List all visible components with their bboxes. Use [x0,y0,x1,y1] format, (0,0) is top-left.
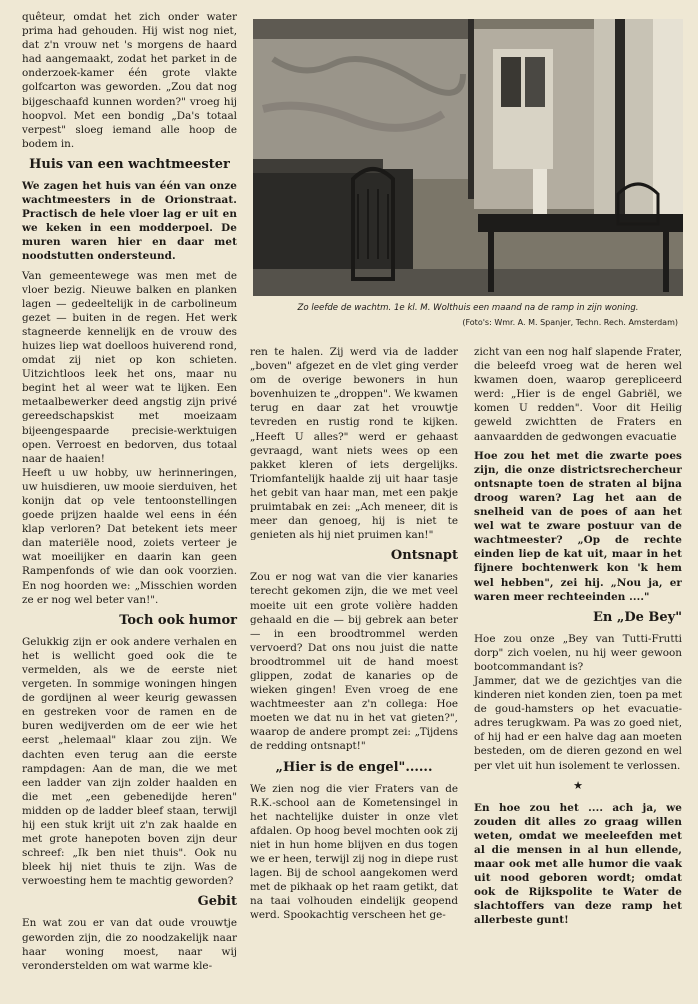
paragraph: En wat zou er van dat oude vrouwtje geworden zijn, die zo noodzakelijk naar haar woning moest, naar wij veronderstelden om wat warme kle- [22,917,237,972]
paragraph: ren te halen. Zij werd via de ladder „boven" afgezet en de vlet ging verder om de overige bewoners in hun bovenhuizen te „droppen". We kwamen terug en daar zat het vrouwtje tevreden en rustig rond te kijken. „Heeft U alles?" werd er gehaast gevraagd, want niets wees op een pakket kleren of iets dergelijks. Triomfantelijk haalde zij uit haar tasje het gebit van haar man, met een pakje pruimtabak en zei: „Ach meneer, dit is meer dan genoeg, hij is niet te genieten als hij niet pruimen kan!" [250,346,458,542]
column-2 [250,345,458,927]
paragraph: Jammer, dat we de gezichtjes van die kinderen niet konden zien, toen pa met de goud-hamsters op het evacuatie-adres terugkwam. Pa was zo goed niet, of hij had er een halve dag aan moeten besteden, om de dieren gezond en wel per vlet uit hun isolement te verlossen. [474,674,682,772]
paragraph: Hoe zou onze „Bey van Tutti-Frutti dorp" zich voelen, nu hij weer gewoon bootcommandant is? [474,632,682,673]
section-heading: En „De Bey" [592,609,682,625]
paragraph: We zien nog die vier Fraters van de R.K.-school aan de Kometensingel in het nachtelijke duister in onze vlet afdalen. Op hoog bevel mochten ook zij niet in hun home blijven en dus togen we er heen, terwijl zij nog in diepe rust lagen. Bij de school aangekomen werd met de pikhaak op het raam getikt, dat na taai volhouden eindelijk geopend werd. Spookachtig verscheen het ge- [250,782,458,922]
section-heading: Toch ook humor [119,612,237,628]
photo-caption: Zo leefde de wachtm. 1e kl. M. Wolthuis een maand na de ramp in zijn woning. [297,303,639,313]
paragraph: Heeft u uw hobby, uw herinneringen, uw huisdieren, uw mooie sierduiven, het konijn dat op vele tentoonstellingen goede prijzen haalde wel eens in één klap verloren? Dat betekent iets meer dan materiële nood, zoiets verteer je wat moeilijker en daarin kan geen Rampenfonds of wie dan ook voorzien. En nog hoorden we: „Misschien worden ze er nog wel beter van!". [22,466,237,606]
section-heading: „Hier is de engel"...... [275,759,433,775]
section-heading: Huis van een wachtmeester [29,156,230,172]
paragraph: quêteur, omdat het zich onder water prima had gehouden. Hij wist nog niet, dat z'n vrouw net 's morgens de haard had aangemaakt, zodat het parket in de onderzoek-kamer één grote vlakte golfcarton was geworden. „Zou dat nog bijgeschaafd kunnen worden?" vroeg hij hoopvol. Met een bondig „Da's totaal verpest" sloeg iemand alle hoop de bodem in. [22,11,237,150]
bold-paragraph: Hoe zou het met die zwarte poes zijn, die onze districtsrechercheur ontsnapte toen de straten al bijna droog waren? Lag het aan de snelheid van de poes of aan het wel wat te zware postuur van de wachtmeester? „Op de rechte einden liep de kat uit, maar in het fijnere bochtenwerk kon 'k hem wel hebben", zei hij. „Nou ja, er waren meer rechteeinden ...." [474,449,682,603]
interior-photo [253,19,683,296]
section-heading: Gebit [197,894,237,910]
paragraph: Van gemeentewege was men met de vloer bezig. Nieuwe balken en planken lagen — gedeeltelijk in de carbolineum gezet — buiten in de regen. Het werk stagneerde kennelijk en de vrouw des huizes liep wat doelloos huiverend rond, omdat zij niet op kon schieten. Uitzichtloos leek het ons, maar nu begint het al weer wat te lijken. Een metaalbewerker deed angstig zijn privé gereedschapskist met moeizaam bijeengespaarde precisie-werktuigen open. Verroest en bedorven, dus totaal naar de haaien! [22,269,237,465]
column-1 [22,10,237,978]
photo-credit: (Foto's: Wmr. A. M. Spanjer, Techn. Rech. Amsterdam) [462,318,678,327]
room-image [253,19,683,296]
lead-paragraph: We zagen het huis van één van onze wachtmeesters in de Orionstraat. Practisch de hele vloer lag er uit en we keken in een modderpoel. De muren waren hier en daar met noodstutten ondersteund. [22,179,237,263]
column-3 [474,345,682,933]
paragraph: zicht van een nog half slapende Frater, die beleefd vroeg wat de heren wel kwamen doen, waarop gerepliceerd werd: „Hier is de engel Gabriël, we komen U redden". Voor dit Heilig geweld zwichtten de Fraters en aanvaardden de gedwongen evacuatie [474,346,682,443]
paragraph: Gelukkig zijn er ook andere verhalen en het is wellicht goed ook die te vermelden, als we de eerste niet vergeten. In sommige woningen hingen de gordijnen al weer keurig gewassen en gestreken voor de ramen en de buren wedijverden om de eer wie het eerst „helemaal" klaar zou zijn. We dachten even terug aan die eerste rampdagen: Aan de man, die we met een ladder van zijn zolder haalden en die met „een gebenedijde heren" midden op de ladder bleef staan, terwijl hij een stuk krijt uit z'n zak haalde en met grote hanepoten boven zijn deur schreef: „Ik ben niet thuis". Ook nu bleek hij niet thuis te zijn. Was de verwoesting hem te machtig geworden? [22,635,237,888]
star-divider-icon: ★ [573,778,583,792]
closing-paragraph: En hoe zou het .... ach ja, we zouden dit alles zo graag willen weten, omdat we meeleefden met al die mensen in al hun ellende, maar ook met alle humor die vaak uit nood geboren wordt; omdat ook de Rijkspolite te Water de slachtoffers van deze ramp het allerbeste gunt! [474,801,682,927]
section-heading: Ontsnapt [390,548,458,564]
paragraph: Zou er nog wat van die vier kanaries terecht gekomen zijn, die we met veel moeite uit een grote volière hadden gehaald en die — bij gebrek aan beter — in een broodtrommel werden vervoerd? Dat ons nou juist die natte broodtrommel uit de hand moest glippen, zodat de kanaries op de wieken gingen! Even vroeg de ene wachtmeester aan z'n collega: Hoe moeten we dat nu in het vat gieten?", waarop de andere prompt zei: „Tijdens de redding ontsnapt!" [250,571,458,753]
